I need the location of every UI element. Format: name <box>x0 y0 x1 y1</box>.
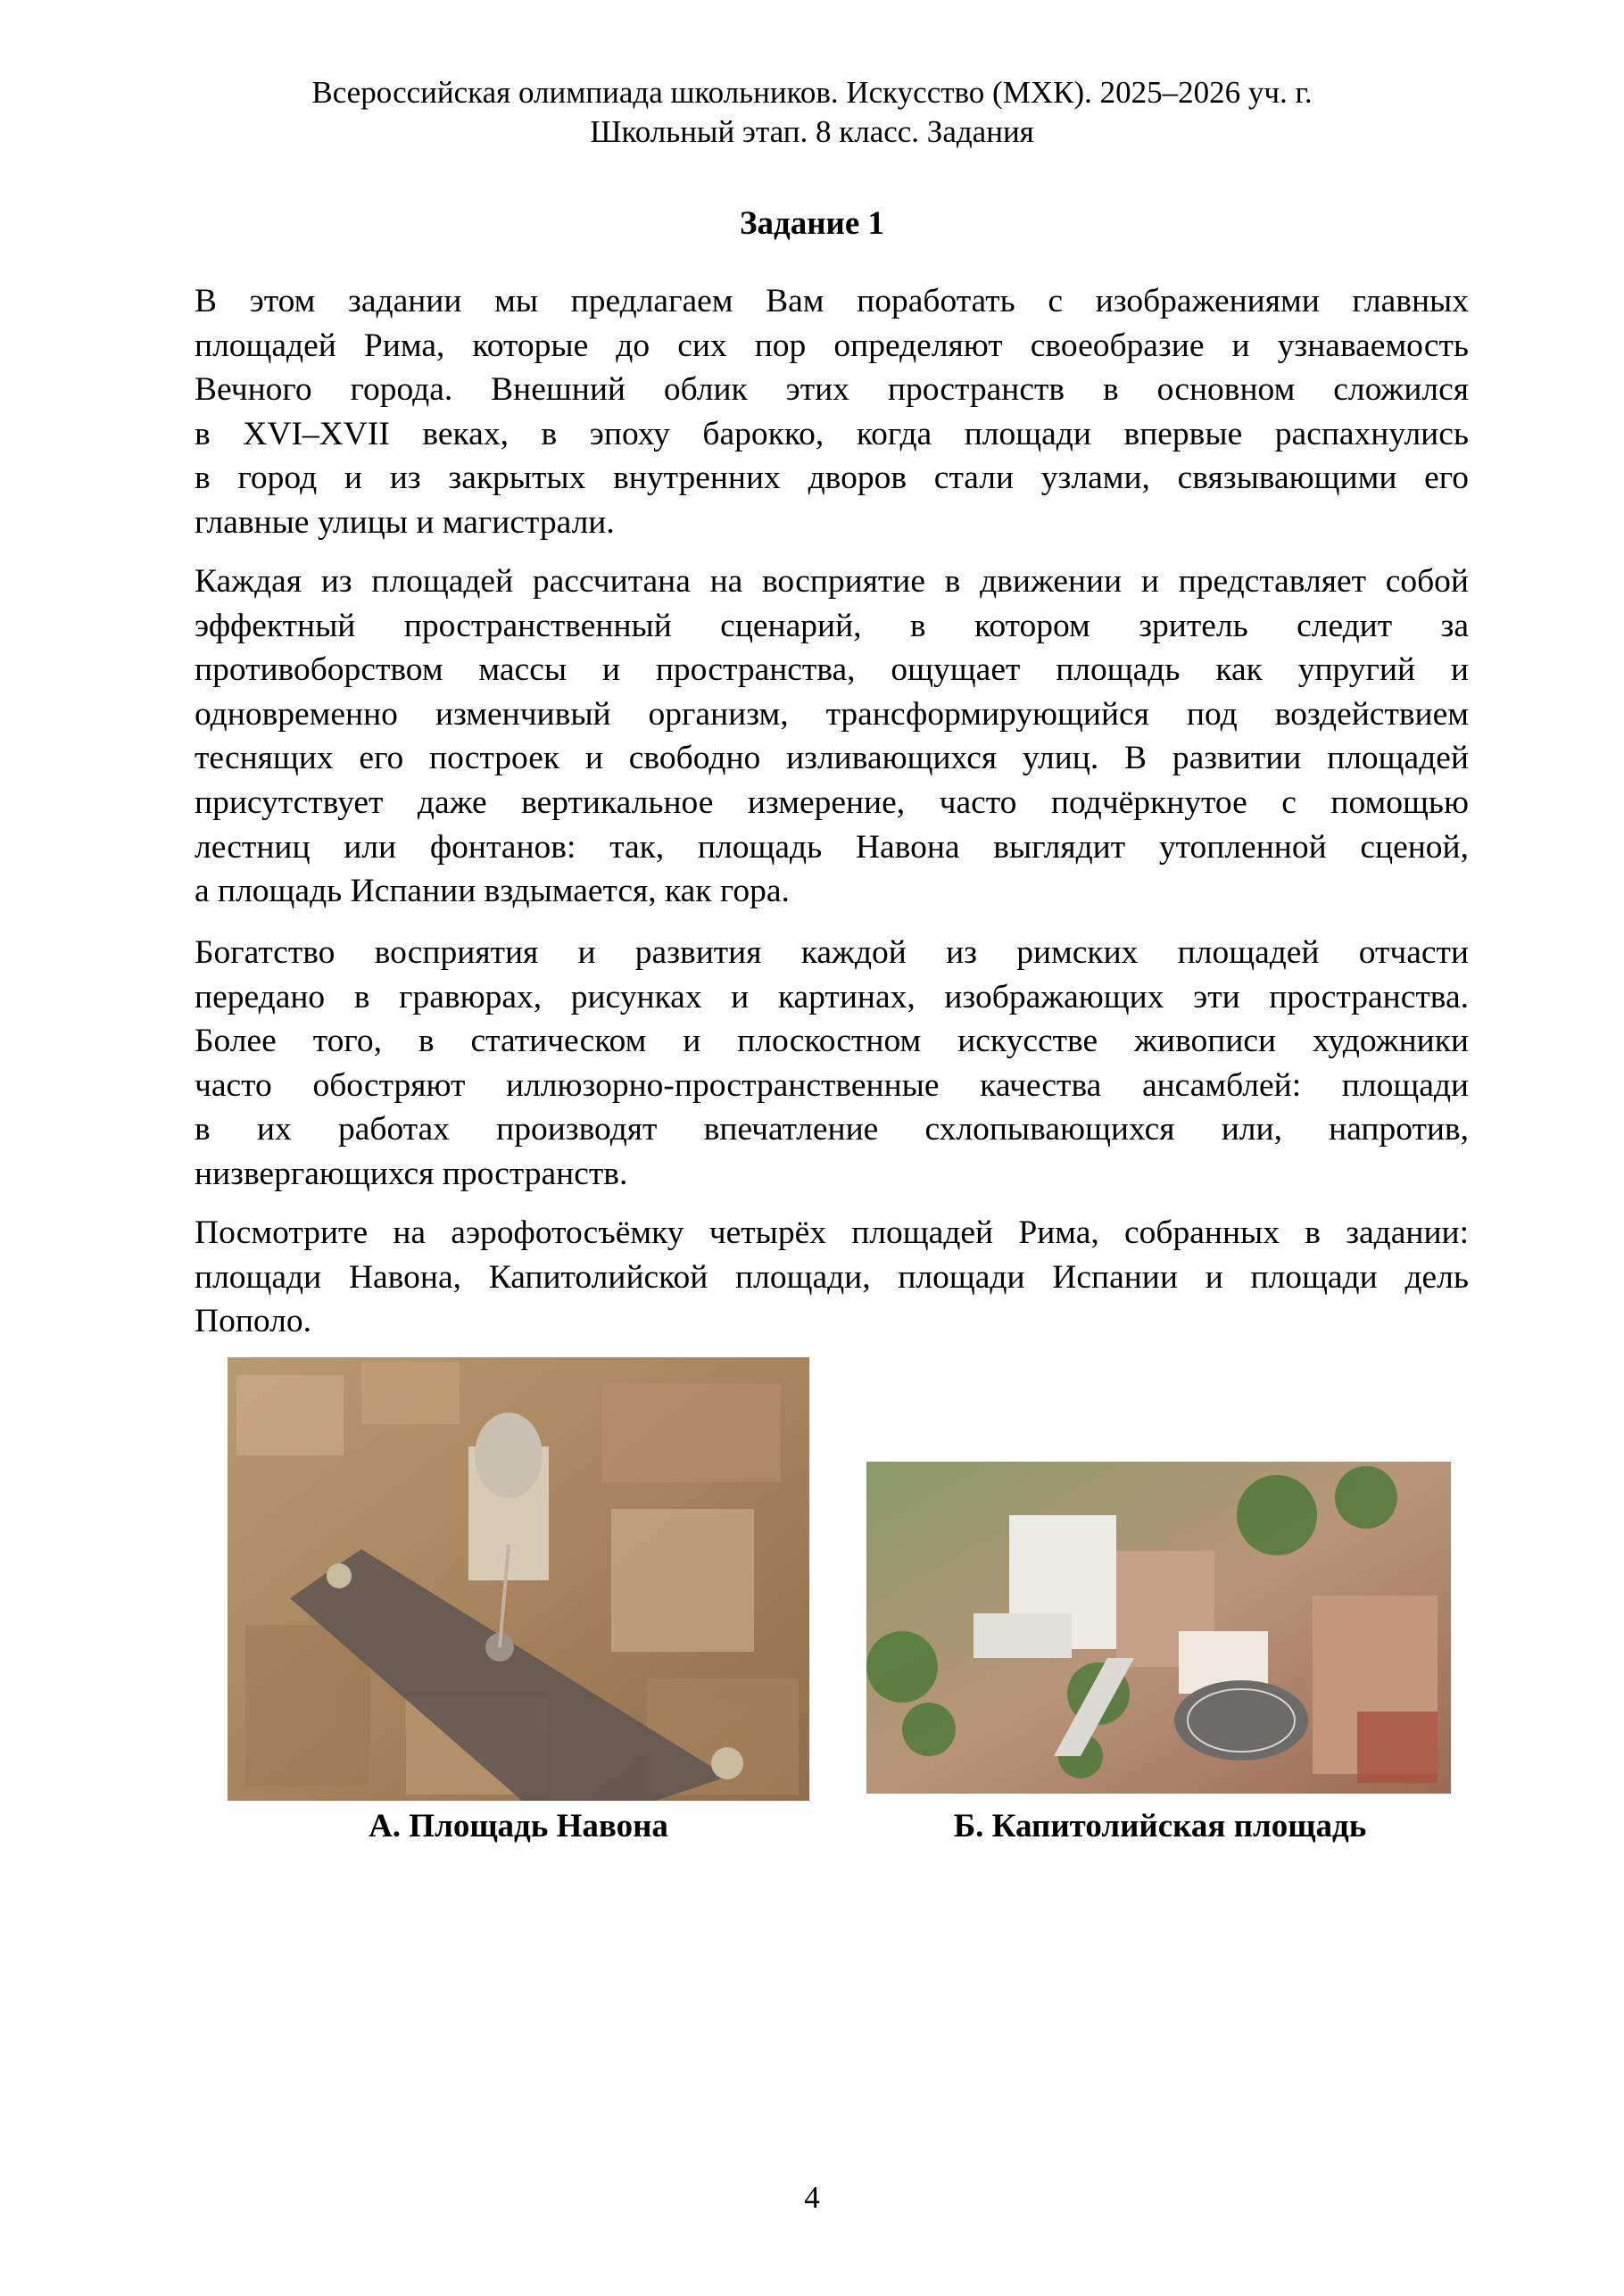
photo-piazza-navona <box>228 1357 809 1801</box>
text-line: а площадь Испании вздымается, как гора. <box>195 873 790 910</box>
text-line: Вечного города. Внешний облик этих пространств в основном сложился <box>195 371 1469 409</box>
text-line: часто обостряют иллюзорно-пространственные качества ансамблей: площади <box>195 1066 1469 1104</box>
document-header-line-1: Всероссийская олимпиада школьников. Искусство (МХК). 2025–2026 уч. г. <box>311 75 1313 110</box>
paragraph-2 <box>195 559 1469 914</box>
paragraph-4 <box>195 1211 1469 1344</box>
document-header-line-2: Школьный этап. 8 класс. Задания <box>590 114 1034 149</box>
text-line: в XVI–XVII веках, в эпоху барокко, когда площади впервые распахнулись <box>195 415 1469 452</box>
text-line: присутствует даже вертикальное измерение, часто подчёркнутое с помощью <box>195 783 1469 821</box>
text-line: площадей Рима, которые до сих пор определяют своеобразие и узнаваемость <box>195 327 1469 364</box>
text-line: одновременно изменчивый организм, трансформирующийся под воздействием <box>195 695 1469 733</box>
task-title: Задание 1 <box>739 205 885 242</box>
text-line: низвергающихся пространств. <box>195 1155 628 1192</box>
text-line: передано в гравюрах, рисунках и картинах, изображающих эти пространства. <box>195 978 1469 1015</box>
text-line: Каждая из площадей рассчитана на восприятие в движении и представляет собой <box>195 563 1469 600</box>
text-line: эффектный пространственный сценарий, в котором зритель следит за <box>195 607 1469 644</box>
text-line: противоборством массы и пространства, ощущает площадь как упругий и <box>195 651 1469 689</box>
text-line: теснящих его построек и свободно изливающихся улиц. В развитии площадей <box>195 740 1469 777</box>
text-line: В этом задании мы предлагаем Вам поработать с изображениями главных <box>195 283 1469 319</box>
text-line: лестниц или фонтанов: так, площадь Навона выглядит утопленной сценой, <box>195 828 1469 866</box>
text-line: в их работах производят впечатление схлопывающихся или, напротив, <box>195 1111 1469 1148</box>
page-number: 4 <box>804 2180 820 2215</box>
aerial-photo-navona <box>228 1357 809 1801</box>
caption-piazza-navona: А. Площадь Навона <box>369 1808 668 1844</box>
text-line: Более того, в статическом и плоскостном искусстве живописи художники <box>195 1023 1469 1060</box>
paragraph-1 <box>195 279 1469 545</box>
text-line: Богатство восприятия и развития каждой из римских площадей отчасти <box>195 934 1469 971</box>
text-line: в город и из закрытых внутренних дворов стали узлами, связывающими его <box>195 460 1469 497</box>
text-line: Посмотрите на аэрофотосъёмку четырёх площадей Рима, собранных в задании: <box>195 1214 1469 1251</box>
text-line: главные улицы и магистрали. <box>195 503 615 541</box>
paragraph-3 <box>195 931 1469 1197</box>
caption-capitoline-square: Б. Капитолийская площадь <box>953 1808 1367 1844</box>
aerial-photo-capitoline <box>866 1462 1451 1794</box>
text-line: Пополо. <box>195 1303 311 1340</box>
text-line: площади Навона, Капитолийской площади, площади Испании и площади дель <box>195 1258 1469 1296</box>
photo-capitoline-square <box>866 1462 1451 1794</box>
